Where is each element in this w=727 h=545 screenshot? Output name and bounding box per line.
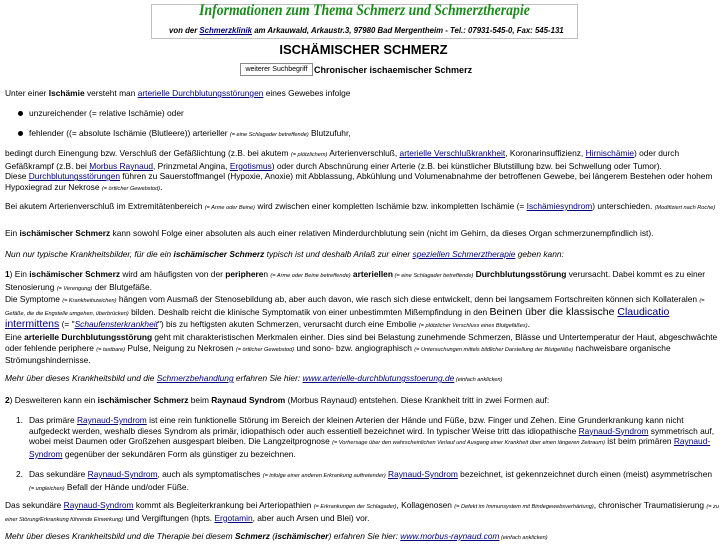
schmerzklinik-link[interactable]: Schmerzklinik bbox=[199, 25, 253, 35]
banner-title: Informationen zum Thema Schmerz und Schmerztherapie bbox=[199, 2, 530, 19]
ischaemic-pain-paragraph: Ein ischämischer Schmerz kann sowohl Folge einer absoluten als auch einer relativen Minderdurchblutung sein (nicht im Gehirn, da dieses Organ schmerzunempfindlich ist). bbox=[5, 228, 654, 238]
raynaud-syndrom-link[interactable]: Raynaud-Syndrom bbox=[76, 415, 147, 425]
banner-contact: von der Schmerzklinik am Arkauwald, Arkaustr.3, 97980 Bad Mergentheim - Tel.: 07931-545-0, Fax: 545-131 bbox=[169, 25, 564, 35]
ischaemiesyndrom-link[interactable]: Ischämiesyndrom bbox=[526, 201, 593, 211]
section-2-paragraph: 2) Desweiteren kann ein ischämischer Schmerz beim Raynaud Syndrom (Morbus Raynaud) entstehen. Diese Krankheit tritt in zwei Formen auf: bbox=[5, 395, 550, 405]
claudicatio-intermittens-link[interactable]: Claudicatio intermittens bbox=[5, 305, 670, 331]
more-info-arterial: Mehr über dieses Krankheitsbild und die Schmerzbehandlung erfahren Sie hier: www.arterielle-durchblutungsstoerung.de (einfach anklicken) bbox=[5, 373, 503, 383]
schmerzbehandlung-link[interactable]: Schmerzbehandlung bbox=[156, 373, 234, 383]
secondary-raynaud-item: Das sekundäre Raynaud-Syndrom, auch als symptomatisches (= infolge einer anderen Erkrankung auftretender) Raynaud-Syndrom bezeichnet, ist gekennzeichnet durch einen (meist) asymmetrischen (= ungleichen) Befall der Hände und/oder Füße. bbox=[29, 469, 713, 492]
intro-paragraph: Unter einer Ischämie versteht man arterielle Durchblutungsstörungen eines Gewebes infolge bbox=[5, 88, 351, 98]
ergotamin-link[interactable]: Ergotamin bbox=[214, 512, 253, 523]
raynaud-syndrom-link[interactable]: Raynaud-Syndrom bbox=[388, 469, 458, 479]
raynaud-syndrom-link[interactable]: Raynaud-Syndrom bbox=[29, 436, 711, 459]
hirnischaemie-link[interactable]: Hirnischämie bbox=[585, 148, 634, 158]
schaufensterkrankheit-link[interactable]: Schaufensterkrankheit bbox=[74, 319, 158, 330]
arterielle-verschlusskrankheit-link[interactable]: arterielle Verschlußkrankheit bbox=[399, 148, 506, 158]
section-1-paragraph: 1) Ein ischämischer Schmerz wird am häufigsten von der peripheren (= Arme oder Beine betreffende) arteriellen (= eine Schlagader betreffende) Durchblutungsstörung verursacht. Dabei kommt es zu einer Stenosierung (= Verengung) der Blutgefäße. Die Symptome (= Krankheitszeichen) hängen vom Ausmaß der Stenosebildung ab, aber auch davon, wie rasch sich diese entwickelt, denn bei langsamem Fortschreiten können sich Kollateralen (= Gefäße, die die Engstelle umgehen, überbrücken) bilden. Deshalb reicht die klinische Symptomatik von einer unbestimmten Mißempfindung in den Beinen über die klassische Claudicatio intermittens (= "Schaufensterkrankheit") bis zu heftigsten akuten Schmerzen, verursacht durch eine Embolie (= plötzlicher Verschluss eines Blutgefäßes). Eine arterielle Durchblutungsstörung geht mit charakteristischen Merkmalen einher. Dies sind bei Belastung zunehmende Schmerzen, Blässe und Untertemperatur der Haut, abgeschwächte oder fehlende periphere (= tastbare) Pulse, Neigung zu Nekrosen (= örtlicher Gewebstod) und sono- bzw. angiographisch (= Untersuchungen mittels bildlicher Darstellung der Blutgefäße) nachweisbare organische Strömungshindernisse. bbox=[5, 269, 718, 366]
secondary-raynaud-paragraph: Das sekundäre Raynaud-Syndrom kommt als Begleiterkrankung bei Arteriopathien (= Erkrankungen der Schlagader), Kollagenosen (= Defekt im Immunsystem mit Bindegewebsverhärtung), chronischer Traumatisierung (= zu einer Störung/Erkrankung führende Einwirkung) und Vergiftungen (hpts. Ergotamin, aber auch Arsen und Blei) vor. bbox=[5, 500, 719, 523]
bullet-dot bbox=[18, 131, 23, 136]
raynaud-syndrom-link[interactable]: Raynaud-Syndrom bbox=[63, 500, 134, 510]
raynaud-syndrom-link[interactable]: Raynaud-Syndrom bbox=[87, 469, 158, 479]
list-number: 1. bbox=[16, 415, 23, 425]
more-info-raynaud: Mehr über dieses Krankheitsbild und die Therapie bei diesem Schmerz (ischämischer) erfahren Sie hier: www.morbus-raynaud.com (einfach anklicken) bbox=[5, 531, 548, 541]
arterielle-durchblutungsstoerung-url-link[interactable]: www.arterielle-durchblutungsstoerung.de bbox=[302, 373, 455, 383]
list-number: 2. bbox=[16, 469, 23, 479]
page-title: ISCHÄMISCHER SCHMERZ bbox=[279, 42, 448, 57]
acute-paragraph: Bei akutem Arterienverschluß im Extremitätenbereich (= Arme oder Beine) wird zwischen einer kompletten Ischämie bzw. inkompletten Ischämie (= Ischämiesyndrom) unterschieden. (Modifiziert nach Roche) bbox=[5, 201, 716, 211]
spezielle-schmerztherapie-link[interactable]: speziellen Schmerztherapie bbox=[412, 249, 516, 259]
ergotismus-link[interactable]: Ergotismus bbox=[229, 160, 272, 171]
typical-diseases-intro: Nun nur typische Krankheitsbilder, für die ein ischämischer Schmerz typisch ist und deshalb Anlaß zur einer speziellen Schmerztherapie geben kann: bbox=[5, 249, 564, 259]
raynaud-syndrom-link[interactable]: Raynaud-Syndrom bbox=[578, 425, 649, 436]
search-term-button[interactable]: weiterer Suchbegriff bbox=[240, 63, 313, 76]
morbus-raynaud-url-link[interactable]: www.morbus-raynaud.com bbox=[400, 531, 500, 541]
primary-raynaud-item: Das primäre Raynaud-Syndrom ist eine rein funktionelle Störung im Bereich der kleinen Arterien der Hände und Füße, bzw. Finger und Zehen. Eine Grunderkrankung kann nicht aufgedeckt werden, weshalb dieses Syndrom als primär, idiopathisch oder auch essentiell bezeichnet wird. In typischer Weise tritt das idiopathische Raynaud-Syndrom symmetrisch auf, wobei meist Daumen oder Großzehen ausgespart bleiben. Die Langzeitprognose (= Vorhersage über den wahrscheinlichen Verlauf und Ausgang einer Krankheit über einen längeren Zeitraum) ist beim primären Raynaud-Syndrom gegenüber der sekundären Form als günstiger zu bezeichnen. bbox=[29, 415, 715, 459]
bullet-dot bbox=[18, 111, 23, 116]
cause-paragraph: bedingt durch Einengung bzw. Verschluß der Gefäßlichtung (z.B. bei akutem (= plötzlichem) Arterienverschluß, arterielle Verschlußkrankheit, Koronarinsuffizienz, Hirnischämie) oder durch Gefäßkrampf (z.B. bei Morbus Raynaud, Prinzmetal Angina, Ergotismus) oder durch Abschnürung einer Arterie (z.B. bei künstlicher Blutstillung bzw. bei Schwellung oder Tumor). Diese Durchblutungsstörungen führen zu Sauerstoffmangel (Hypoxie, Anoxie) mit Abblassung, Abkühlung und Volumenabnahme der betroffenen Gewebe, bei längerem Bestehen oder hohem Hypoxiegrad zur Nekrose (= örtlicher Gewebstod). bbox=[5, 148, 713, 192]
arterielle-durchblutungsstoerungen-link[interactable]: arterielle Durchblutungsstörungen bbox=[137, 88, 264, 98]
durchblutungsstoerungen-link[interactable]: Durchblutungsstörungen bbox=[28, 171, 121, 182]
header-banner bbox=[151, 4, 578, 39]
morbus-raynaud-link[interactable]: Morbus Raynaud bbox=[89, 160, 154, 171]
bullet-absolute-ischaemie: fehlender ((= absolute Ischämie (Blutleere)) arterieller (= eine Schlagader betreffende) Blutzufuhr, bbox=[29, 128, 351, 138]
search-term-text: Chronischer ischaemischer Schmerz bbox=[314, 65, 473, 75]
bullet-relative-ischaemie: unzureichender (= relative Ischämie) oder bbox=[29, 108, 184, 118]
